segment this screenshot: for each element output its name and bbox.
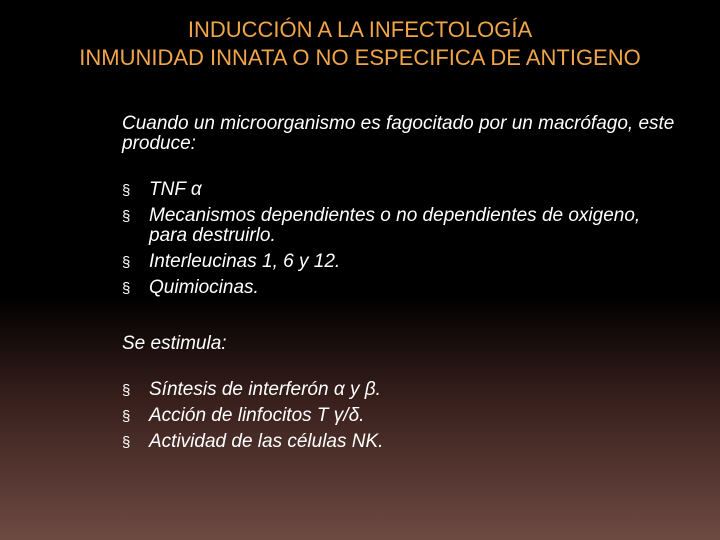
product-list <box>122 180 682 298</box>
list-item <box>122 252 682 272</box>
list-item-text: TNF α <box>149 179 202 200</box>
title-line-2: INMUNIDAD INNATA O NO ESPECIFICA DE ANTIGENO <box>79 45 641 70</box>
list-item <box>122 432 682 452</box>
list-item-text: Interleucinas 1, 6 y 12. <box>149 251 341 272</box>
stimulates-heading: Se estimula: <box>122 333 227 354</box>
bullet-icon: § <box>122 280 131 297</box>
bullet-icon: § <box>122 254 131 271</box>
title-line-1: INDUCCIÓN A LA INFECTOLOGÍA <box>187 17 533 42</box>
list-item <box>122 180 682 200</box>
list-item-text: Quimiocinas. <box>149 277 259 298</box>
bullet-icon: § <box>122 382 131 399</box>
slide-body <box>122 114 682 458</box>
list-item <box>122 380 682 400</box>
list-item-text: Actividad de las células NK. <box>149 431 384 452</box>
list-item <box>122 406 682 426</box>
intro-text: Cuando un microorganismo es fagocitado por un macrófago, este produce: <box>122 113 675 154</box>
list-item <box>122 206 682 246</box>
slide-title <box>0 16 720 72</box>
bullet-icon: § <box>122 434 131 451</box>
list-item-text: Acción de linfocitos T γ/δ. <box>149 405 365 426</box>
bullet-icon: § <box>122 182 131 199</box>
bullet-icon: § <box>122 408 131 425</box>
list-item-text: Mecanismos dependientes o no dependientes de oxigeno, para destruirlo. <box>149 205 641 246</box>
list-item <box>122 278 682 298</box>
bullet-icon: § <box>122 208 131 225</box>
list-item-text: Síntesis de interferón α y β. <box>149 379 381 400</box>
stimulated-list <box>122 380 682 452</box>
